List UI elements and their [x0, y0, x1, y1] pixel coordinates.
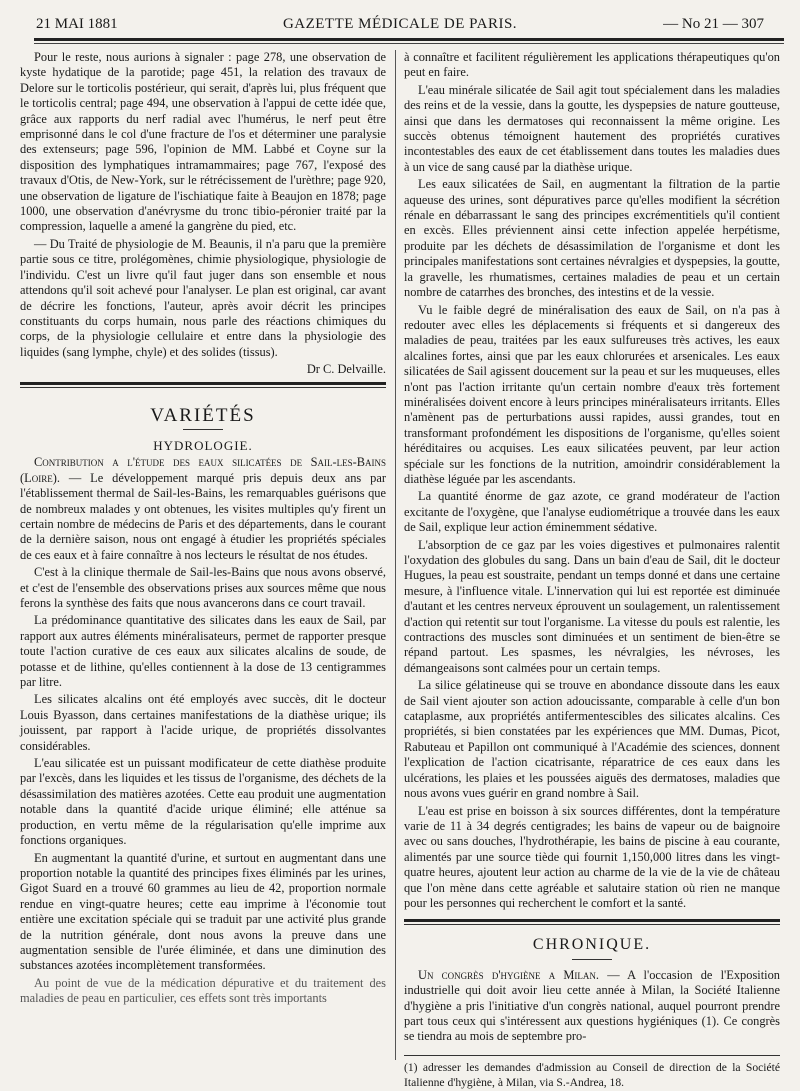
paragraph: L'eau est prise en boisson à six sources différentes, dont la température varie de 11 à 34 degrés centigrades; les bains de vapeur ou de baignoire avec ou sans douches, l'hydrothérapie, les bains de piscine à eau courante, alimentés par une source tiède qui fournit 1,150,000 litres dans les vingt-quatre heures, ajoutent leur action au charme de la vie de la vie de château que l'on mène dans cette agréable et salutaire station où rien ne manque pour les personnes qui recherchent le comfort et la santé. [404, 803, 780, 910]
right-column [404, 50, 780, 1091]
subsection-title-hydrologie: HYDROLOGIE. [153, 437, 253, 453]
section-rule [20, 387, 386, 388]
column-divider [395, 50, 396, 1060]
paragraph: La silice gélatineuse qui se trouve en abondance dissoute dans les eaux de Sail vient ajouter son action adoucissante, comparable à celle d'un bon cataplasme, aux propriétés antifermentescibles des silicates alcalins. Ces propriétés, si bien constatées par les expériences que MM. Dumas, Picot, Rabuteau et Papillon ont communiqué à l'Académie des sciences, donnent l'explication de l'action cicatrisante, réparatrice de ces eaux dans les ulcérations, les plaies et les poussées aiguës des dermatoses, maladies que nous avons vues guérir en grand nombre à Sail. [404, 678, 780, 801]
paragraph: La prédominance quantitative des silicates dans les eaux de Sail, par rapport aux autres éléments minéralisateurs, permet de rapporter presque toute l'action curative de ces eaux aux silicates alcalins de soude, de potasse et de lithine, qu'elles contiennent à la dose de 13 centigrammes par litre. [20, 613, 386, 690]
article-lead: Un congrès d'hygiène a Milan. [418, 967, 600, 982]
article-text: — Le développement marqué pris depuis deux ans par l'établissement thermal de Sail-les-Bains, les remarquables guérisons que de nombreux malades y ont obtenues, les visites multiples qu'y firent un certain nombre de médecins de Paris et des départements, dans le courant de la dernière saison, nous ont engagé à étudier les propriétés spéciales de ces eaux et à faire connaître à nos lecteurs le résultat de nos études. [20, 470, 386, 562]
header-date: 21 MAI 1881 [36, 16, 118, 32]
header-rule-thick [34, 38, 784, 41]
header-issue: — No 21 — 307 [663, 16, 764, 32]
signature: Dr C. Delvaille. [306, 362, 386, 377]
section-rule [20, 382, 386, 385]
section-rule [404, 924, 780, 925]
paragraph: C'est à la clinique thermale de Sail-les-Bains que nous avons observé, et c'est de l'ensemble des observations prises aux sources même que nous ferons la synthèse des faits que nous avancerons dans ce court travail. [20, 565, 386, 610]
paragraph: Les silicates alcalins ont été employés avec succès, dit le docteur Louis Byasson, dans certaines manifestations de la diathèse urique; ils jouissent, par rapport à l'acide urique, de propriétés dissolvantes considérables. [20, 692, 386, 753]
paragraph: La quantité énorme de gaz azote, ce grand modérateur de l'action excitante de l'oxygène, que l'analyse eudiométrique a trouvée dans les eaux de Sail, explique leur action éminemment sédative. [404, 489, 780, 535]
paragraph: L'eau silicatée est un puissant modificateur de cette diathèse produite par l'excès, dans les liquides et les tissus de l'organisme, des déchets de la désassimilation des matières azotées. Cette eau produit une augmentation notable dans la quantité d'acide urique éliminé; elle atténue sa production, en vertu même de la régularisation qu'elle imprime aux fonctions organiques. [20, 756, 386, 848]
paragraph [20, 455, 386, 563]
article-text: — A l'occasion de l'Exposition industrielle qui doit avoir lieu cette année à Milan, la Société Italienne d'hygiène a pris l'initiative d'un congrès national, auquel pourront prendre part tous ceux qui s'intéressent aux questions hygiéniques (1). Ce congrès se tiendra au mois de septembre pro- [404, 967, 780, 1044]
paragraph: L'absorption de ce gaz par les voies digestives et pulmonaires ralentit l'oxydation des globules du sang. Dans un bain d'eau de Sail, dit le docteur Hugues, la peau est soustraite, pendant un temps donné et dans une certaine mesure, à l'influence vitale. L'innervation qui lui est reportée est diminuée d'autant et les centres nerveux éprouvent un soulagement, un ralentissement d'action qui retentit sur tout l'organisme. La vitesse du pouls est ralentie, les contractions des muscles sont diminuées et un sentiment de bien-être se répand partout. Les spasmes, les névralgies, les névroses, les démangeaisons sont calmées pour un certain temps. [404, 537, 780, 675]
paragraph: — Du Traité de physiologie de M. Beaunis, il n'a paru que la première partie sous ce titre, prolégomènes, chimie physiologique, physiologie de l'individu. C'est un livre qu'il faut juger dans son ensemble et nous attendons qu'il soit achevé pour l'analyser. Le plan est original, car avant de décrire les fonctions, l'auteur, après avoir décrit les principes constituants du corps humain, nous parle des réactions chimiques du corps, de la physiologie cellulaire et entre dans la physiologie des liquides (sang lymphe, chyle) et des solides (tissus). [20, 236, 386, 359]
section-title-varietes: VARIÉTÉS [150, 404, 256, 426]
paragraph: Pour le reste, nous aurions à signaler : page 278, une observation de kyste hydatique de la parotide; page 451, la relation des travaux de Delore sur le torticolis postérieur, qui serait, d'après lui, plus fréquent que le torticolis central; page 494, une observation à l'appui de cette idée que, grâce aux rapports du nerf radial avec l'humérus, le nerf peut être emprisonné dans le col d'une fracture de l'os et déterminer une paralysie des extenseurs; page 596, l'opinion de MM. Labbé et Coyne sur la disposition des lymphatiques intramammaires; page 767, l'exposé des travaux d'Otis, de New-York, sur le rétrécissement de l'urèthre; page 920, une observation de ligature de l'ischiatique faite à Beaujon en 1878; page 1000, une observation d'anévrysme du tronc tibio-péronier traité par la compression, laquelle a amené la gangrène du pied, etc. [20, 50, 386, 234]
left-column [20, 50, 386, 1009]
section-rule [404, 919, 780, 922]
footnote: (1) adresser les demandes d'admission au Conseil de direction de la Société Italienne d'hygiène, à Milan, via S.-Andrea, 18. [404, 1055, 780, 1091]
article-lead: Contribution a l'étude des eaux silicatées de Sail-les-Bains (Loire). [20, 455, 386, 485]
short-rule [572, 959, 612, 960]
paragraph: Au point de vue de la médication dépurative et du traitement des maladies de peau en particulier, ces effets sont très importants [20, 975, 386, 1006]
header-rule-thin [34, 43, 784, 44]
paragraph: Vu le faible degré de minéralisation des eaux de Sail, on n'a pas à redouter avec elles les déplacements si fréquents et si dangereux des maladies de peau, traitées par les eaux sulfureuses très actives, les eaux alcalines fortes, ainsi que par les eaux chlorurées et arsenicales. Les eaux silicatées de Sail agissent doucement sur la peau et sur les muqueuses, elles n'ont pas l'action irritante qu'un certain nombre d'eaux très fortement minéralisées doivent encore à leurs principes minéralisateurs irritants. Elles n'amènent pas de perturbations aussi rapides, aussi grandes, tout en transformant profondément les dispositions de l'organisme, qu'elles soient héréditaires ou acquises. Les eaux silicatées peuvent, par leur action spéciale sur les fonctions de la nutrition, amoindrir considérablement la diathèse léguée par les ascendants. [404, 302, 780, 486]
short-rule [183, 429, 223, 430]
page-header [36, 14, 764, 34]
paragraph: L'eau minérale silicatée de Sail agit tout spécialement dans les maladies des reins et de la vessie, dans la goutte, les dyspepsies de nature goutteuse, ainsi que dans les dermatoses qui reconnaissent la même origine. Les succès obtenus témoignent hautement des propriétés curatives incontestables des eaux de cet établissement dans toutes les maladies dues à un vice de sang causé par la diathèse urique. [404, 82, 780, 174]
paragraph: Les eaux silicatées de Sail, en augmentant la filtration de la partie aqueuse des urines, sont dépuratives parce qu'elles modifient la sécrétion rénale en débarrassant le sang des principes excrémentitiels qu'il contient en excès. Elles préviennent ainsi cette infection appelée herpétisme, produite par les déchets de désassimilation de l'organisme et dont les principales manifestations sont certaines névralgies et dyspepsies, la goutte, la gravelle, les rhumatismes, certaines maladies de peau et un certain nombre de catarrhes des bronches, des intestins et de la vessie. [404, 177, 780, 300]
paragraph [404, 968, 780, 1045]
paragraph: En augmentant la quantité d'urine, et surtout en augmentant dans une proportion notable la quantité des principes fixes éliminés par les urines, Gigot Suard en a trouvé 60 grammes au lieu de 42, proportion normale rendue en vingt-quatre heures; cette eau imprime à l'économie tout entière une excitation spéciale qui se traduit par une activité plus grande de la nutrition générale, dont nous avons la preuve dans une augmentation sensible de l'urée éliminée, et dans une diminution des substances azotées incomplètement transformées. [20, 850, 386, 973]
header-title: GAZETTE MÉDICALE DE PARIS. [282, 16, 518, 32]
paragraph: à connaître et facilitent régulièrement les applications thérapeutiques qu'on peut en faire. [404, 50, 780, 80]
section-title-chronique: CHRONIQUE. [532, 936, 652, 954]
